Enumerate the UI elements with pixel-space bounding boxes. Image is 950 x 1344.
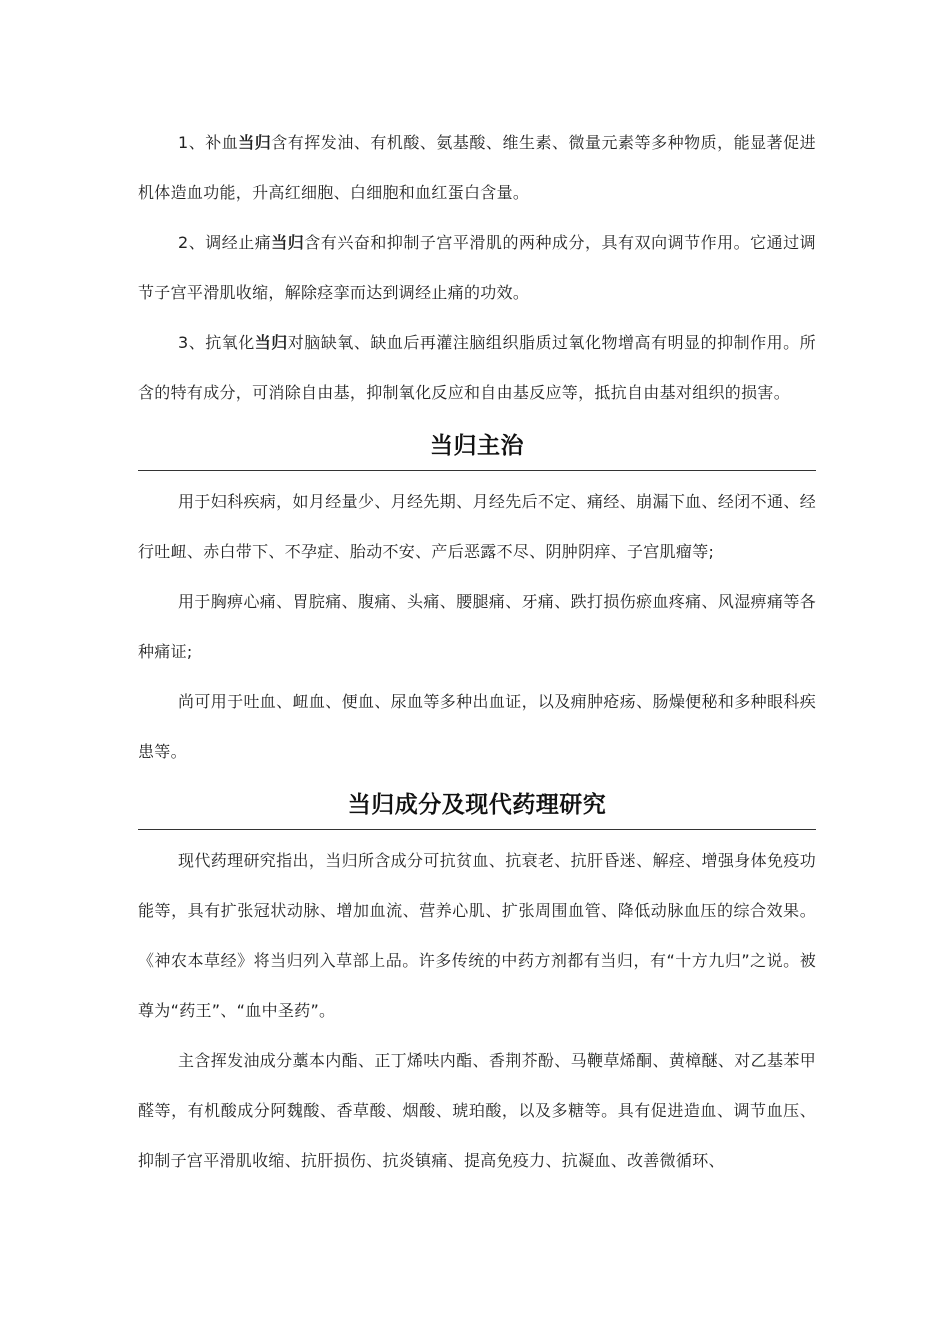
effect-keyword: 当归 xyxy=(271,233,305,252)
research-section xyxy=(138,836,816,1186)
research-paragraph-2: 主含挥发油成分藁本内酯、正丁烯呋内酯、香荆芥酚、马鞭草烯酮、黄樟醚、对乙基苯甲醛等，有机酸成分阿魏酸、香草酸、烟酸、琥珀酸，以及多糖等。具有促进造血、调节血压、抑制子宫平滑肌收缩、抗肝损伤、抗炎镇痛、提高免疫力、抗凝血、改善微循环、 xyxy=(138,1051,816,1170)
research-heading: 当归成分及现代药理研究 xyxy=(138,781,816,830)
research-paragraph-1: 现代药理研究指出，当归所含成分可抗贫血、抗衰老、抗肝昏迷、解痉、增强身体免疫功能等，具有扩张冠状动脉、增加血流、营养心肌、扩张周围血管、降低动脉血压的综合效果。《神农本草经》将当归列入草部上品。许多传统的中药方剂都有当归，有“十方九归”之说。被尊为“药王”、“血中圣药”。 xyxy=(138,851,816,1020)
document-page xyxy=(138,118,816,1186)
indication-paragraph-1: 用于妇科疾病，如月经量少、月经先期、月经先后不定、痛经、崩漏下血、经闭不通、经行吐衄、赤白带下、不孕症、胎动不安、产后恶露不尽、阴肿阴痒、子宫肌瘤等; xyxy=(138,492,816,561)
effect-text: 对脑缺氧、缺血后再灌注脑组织脂质过氧化物增高有明显的抑制作用。所含的特有成分，可消除自由基，抑制氧化反应和自由基反应等，抵抗自由基对组织的损害。 xyxy=(138,333,816,402)
indication-paragraph-3: 尚可用于吐血、衄血、便血、尿血等多种出血证，以及痈肿疮疡、肠燥便秘和多种眼科疾患等。 xyxy=(138,692,816,761)
indications-heading-wrap xyxy=(138,418,816,477)
effect-text: 含有挥发油、有机酸、氨基酸、维生素、微量元素等多种物质，能显著促进机体造血功能，升高红细胞、白细胞和血红蛋白含量。 xyxy=(138,133,816,202)
effect-prefix: 2、调经止痛 xyxy=(178,233,272,252)
effects-section xyxy=(138,118,816,418)
effect-keyword: 当归 xyxy=(238,133,272,152)
indication-paragraph-2: 用于胸痹心痛、胃脘痛、腹痛、头痛、腰腿痛、牙痛、跌打损伤瘀血疼痛、风湿痹痛等各种痛证; xyxy=(138,592,816,661)
indications-heading: 当归主治 xyxy=(138,422,816,471)
effect-prefix: 3、抗氧化 xyxy=(178,333,255,352)
effect-paragraph-2 xyxy=(138,218,816,318)
effect-prefix: 1、补血 xyxy=(178,133,239,152)
effect-paragraph-1 xyxy=(138,118,816,218)
effect-text: 含有兴奋和抑制子宫平滑肌的两种成分，具有双向调节作用。它通过调节子宫平滑肌收缩，解除痉挛而达到调经止痛的功效。 xyxy=(138,233,816,302)
research-heading-wrap xyxy=(138,777,816,836)
effect-paragraph-3 xyxy=(138,318,816,418)
indications-section xyxy=(138,477,816,777)
effect-keyword: 当归 xyxy=(254,333,288,352)
